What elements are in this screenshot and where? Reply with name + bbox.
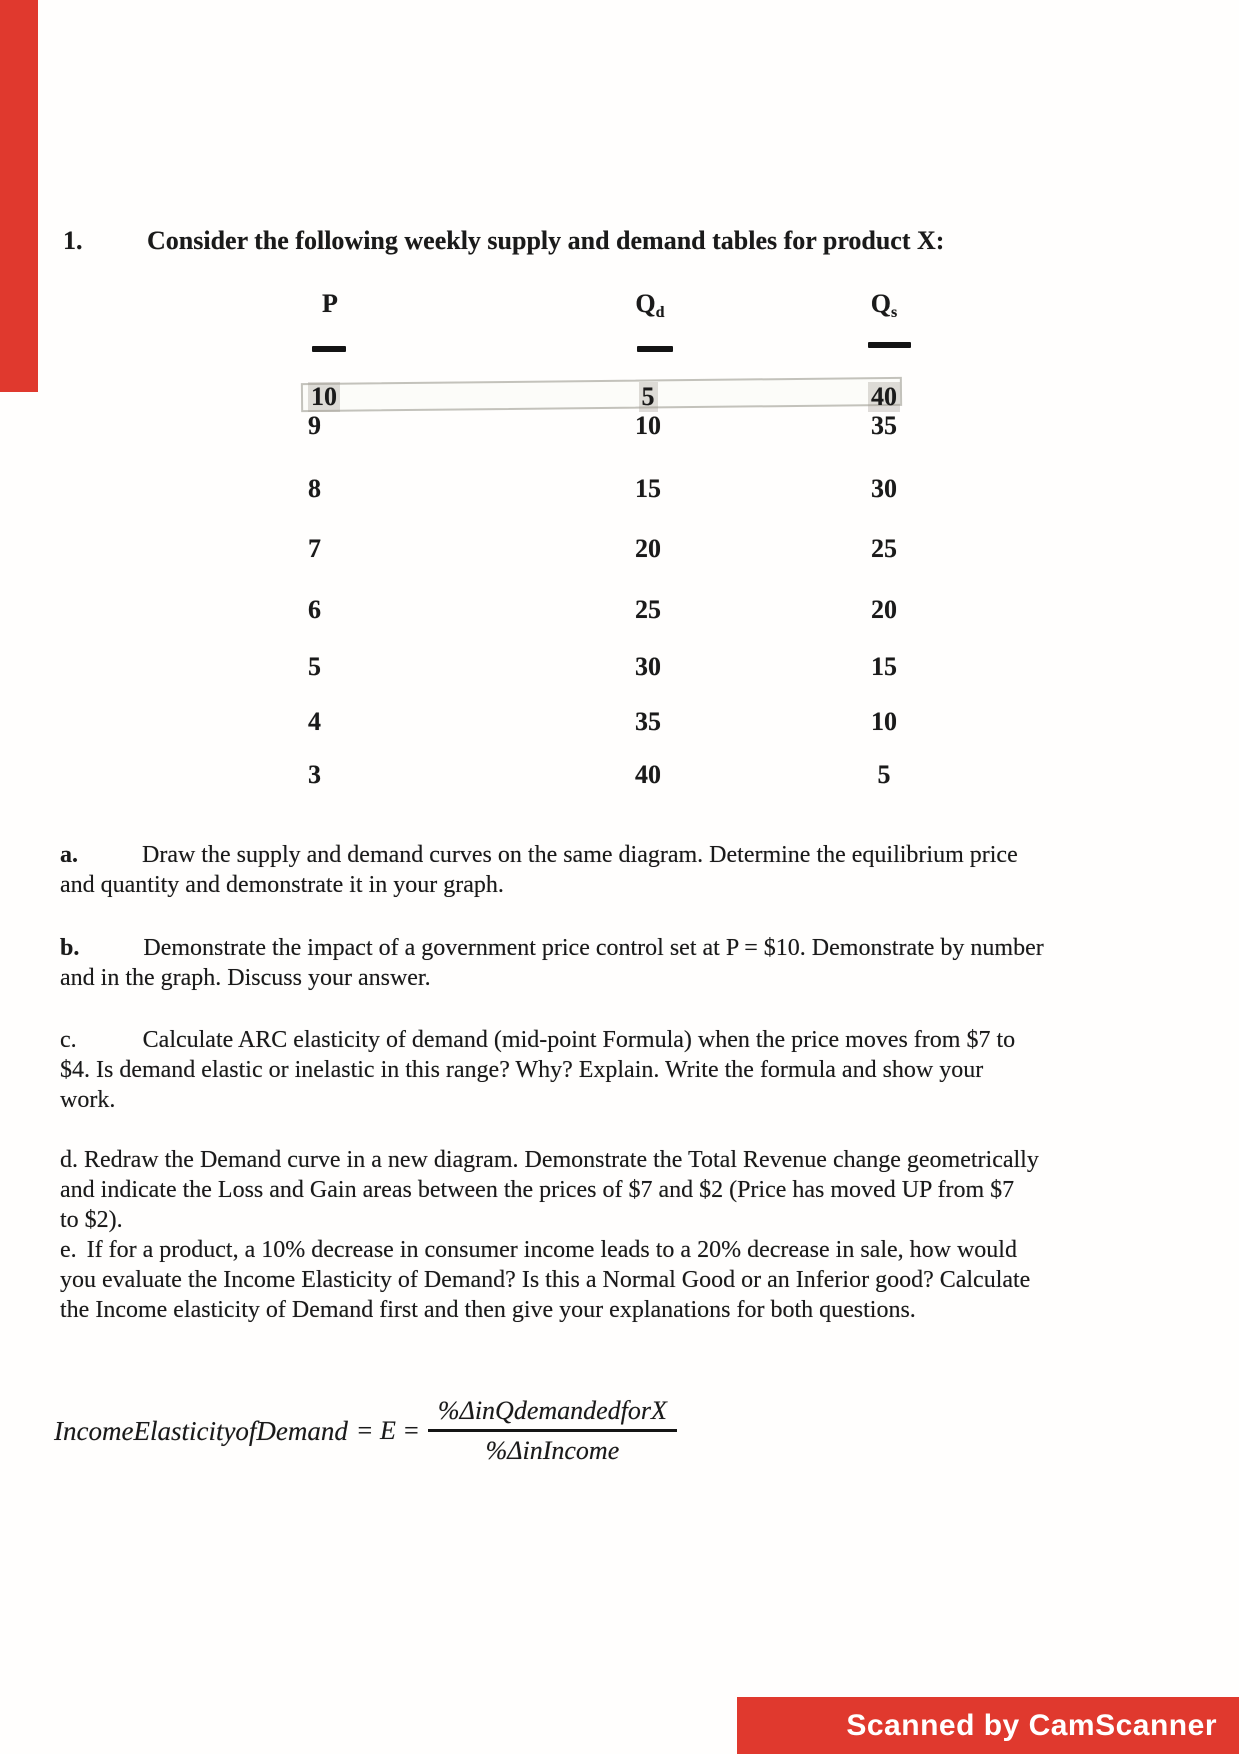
cell-qty-demanded: 15 xyxy=(635,474,661,503)
question-number: 1. xyxy=(63,226,83,255)
question-line: and quantity and demonstrate it in your graph. xyxy=(60,872,504,898)
question-title: Consider the following weekly supply and demand tables for product X: xyxy=(147,226,945,255)
question-item-d xyxy=(60,1145,1039,1235)
cell-qty-supplied: 5 xyxy=(877,760,891,789)
question-label: a. xyxy=(60,842,78,868)
cell-price: 5 xyxy=(308,652,321,681)
question-line: c. Calculate ARC elasticity of demand (mid-point Formula) when the price moves from $7 to xyxy=(60,1027,1016,1053)
question-line: e. If for a product, a 10% decrease in consumer income leads to a 20% decrease in sale, how would xyxy=(60,1237,1017,1263)
cell-price: 10 xyxy=(308,382,340,412)
cell-qty-demanded: 5 xyxy=(598,382,698,412)
cell-qty-supplied: 20 xyxy=(871,595,897,624)
cell-qty-demanded: 10 xyxy=(635,411,661,440)
table-row xyxy=(308,411,948,441)
question-line: to $2). xyxy=(60,1207,123,1233)
cell-price: 3 xyxy=(308,760,321,789)
question-line: work. xyxy=(60,1087,116,1113)
cell-qty-supplied: 15 xyxy=(871,652,897,681)
question-line: d. Redraw the Demand curve in a new diagram. Demonstrate the Total Revenue change geometrically xyxy=(60,1147,1039,1173)
column-header-p: P xyxy=(322,289,338,318)
cell-price: 9 xyxy=(308,411,321,440)
question-line: the Income elasticity of Demand first and then give your explanations for both questions. xyxy=(60,1297,916,1323)
question-item-a xyxy=(60,840,1018,900)
question-item-b xyxy=(60,933,1044,993)
cell-price: 4 xyxy=(308,707,321,736)
question-line: you evaluate the Income Elasticity of Demand? Is this a Normal Good or an Inferior good? Calculate xyxy=(60,1267,1031,1293)
cell-qty-demanded: 40 xyxy=(635,760,661,789)
fraction-denominator: %ΔinIncome xyxy=(485,1436,620,1465)
cell-qty-supplied: 35 xyxy=(871,411,897,440)
formula-lhs: IncomeElasticityofDemand xyxy=(54,1415,348,1446)
cell-qty-demanded: 35 xyxy=(635,707,661,736)
column-header-qd: $Q_d$ xyxy=(635,289,665,321)
cell-price: 6 xyxy=(308,595,321,624)
cell-qty-demanded: 30 xyxy=(635,652,661,681)
cell-price: 8 xyxy=(308,474,321,503)
header-underline-p xyxy=(312,346,346,352)
question-item-e xyxy=(60,1235,1030,1325)
question-line: $4. Is demand elastic or inelastic in this range? Why? Explain. Write the formula and show your xyxy=(60,1057,984,1083)
table-row xyxy=(308,595,948,625)
question-label: e. xyxy=(60,1237,77,1263)
table-row xyxy=(308,474,948,504)
header-underline-qs xyxy=(868,342,911,348)
table-row xyxy=(308,760,948,790)
cell-price: 7 xyxy=(308,534,321,563)
cell-qty-supplied: 30 xyxy=(871,474,897,503)
cell-qty-demanded: 20 xyxy=(635,534,661,563)
income-elasticity-formula xyxy=(54,1396,677,1466)
cell-qty-supplied: 25 xyxy=(871,534,897,563)
question-label: d. xyxy=(60,1147,78,1173)
question-label: b. xyxy=(60,935,80,961)
question-heading xyxy=(63,226,944,256)
question-item-c xyxy=(60,1025,1015,1115)
camscanner-watermark-label: Scanned by CamScanner xyxy=(846,1708,1217,1742)
table-row xyxy=(308,534,948,564)
camscanner-banner xyxy=(737,1697,1239,1754)
question-label: c. xyxy=(60,1027,77,1053)
table-row xyxy=(308,382,948,412)
column-header-qs: $Q_s$ xyxy=(870,289,898,321)
header-underline-qd xyxy=(637,346,673,352)
cell-qty-demanded: 25 xyxy=(635,595,661,624)
cell-qty-supplied: 40 xyxy=(834,382,934,412)
question-line: b. Demonstrate the impact of a government price control set at P = $10. Demonstrate by number xyxy=(60,935,1044,961)
question-line: and indicate the Loss and Gain areas between the prices of $7 and $2 (Price has moved UP from $7 xyxy=(60,1177,1015,1203)
formula-fraction xyxy=(428,1396,677,1466)
question-line: a. Draw the supply and demand curves on the same diagram. Determine the equilibrium price xyxy=(60,842,1018,868)
table-row xyxy=(308,707,948,737)
formula-equals: = E = xyxy=(355,1416,420,1445)
fraction-numerator: %ΔinQdemandedforX xyxy=(428,1396,677,1432)
table-row xyxy=(308,652,948,682)
scan-edge-artifact xyxy=(0,0,38,392)
cell-qty-supplied: 10 xyxy=(871,707,897,736)
question-line: and in the graph. Discuss your answer. xyxy=(60,965,431,991)
